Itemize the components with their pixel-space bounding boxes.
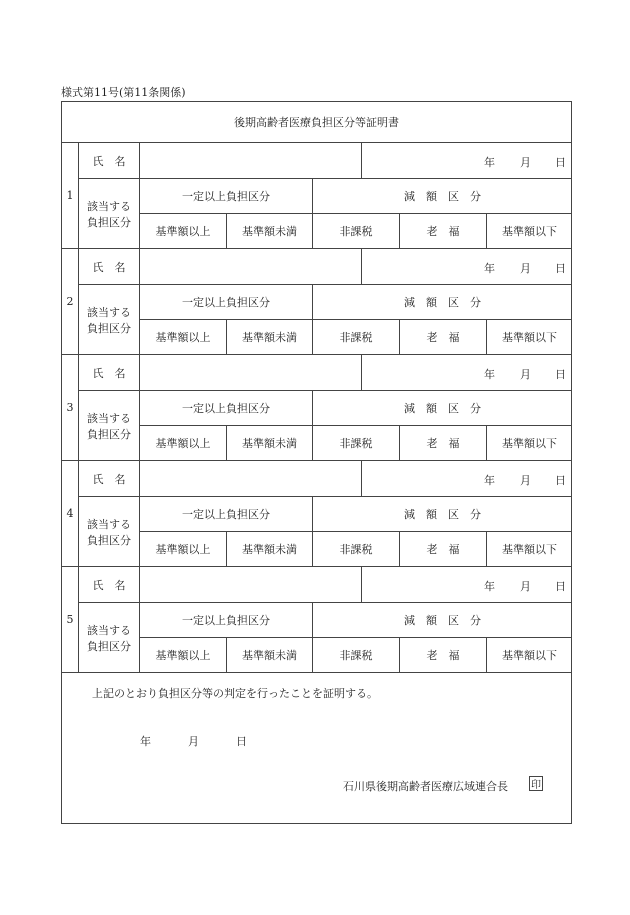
reduction-header: 減 額 区 分 (312, 178, 572, 213)
date-month: 月 (520, 474, 531, 487)
category-label-line1: 該当する (87, 518, 131, 531)
entry-block (62, 461, 571, 567)
date-day: 日 (555, 474, 566, 487)
entry-number: 4 (62, 461, 79, 566)
name-label: 氏 名 (92, 366, 126, 380)
date-day: 日 (555, 580, 566, 593)
date-field[interactable] (361, 461, 572, 496)
date-year: 年 (484, 368, 495, 381)
option-above-standard[interactable]: 基準額以上 (139, 425, 226, 460)
date-field[interactable] (361, 567, 572, 602)
category-label-line1: 該当する (87, 412, 131, 425)
option-non-taxable[interactable]: 非課税 (312, 425, 399, 460)
option-non-taxable[interactable]: 非課税 (312, 319, 399, 354)
issuer-name: 石川県後期高齢者医療広域連合長 (343, 780, 508, 793)
category-label-line2: 負担区分 (87, 428, 131, 441)
name-field[interactable] (139, 355, 361, 390)
option-above-standard[interactable]: 基準額以上 (139, 531, 226, 566)
option-non-taxable[interactable]: 非課税 (312, 637, 399, 672)
option-standard-or-less[interactable]: 基準額以下 (486, 637, 572, 672)
certification-statement: 上記のとおり負担区分等の判定を行ったことを証明する。 (92, 687, 378, 700)
option-welfare[interactable]: 老 福 (399, 637, 486, 672)
fixed-income-header: 一定以上負担区分 (139, 178, 312, 213)
option-above-standard[interactable]: 基準額以上 (139, 213, 226, 248)
entry-block (62, 567, 571, 673)
category-label (79, 602, 139, 672)
option-standard-or-less[interactable]: 基準額以下 (486, 531, 572, 566)
option-welfare[interactable]: 老 福 (399, 425, 486, 460)
name-field[interactable] (139, 143, 361, 178)
cert-date-month: 月 (188, 735, 199, 748)
entry-number: 1 (62, 143, 79, 248)
name-label: 氏 名 (92, 578, 126, 592)
fixed-income-header: 一定以上負担区分 (139, 496, 312, 531)
category-label (79, 496, 139, 566)
certificate-frame (61, 101, 572, 824)
option-above-standard[interactable]: 基準額以上 (139, 319, 226, 354)
name-field[interactable] (139, 461, 361, 496)
option-below-standard[interactable]: 基準額未満 (226, 319, 312, 354)
option-below-standard[interactable]: 基準額未満 (226, 213, 312, 248)
cert-date-year: 年 (140, 735, 151, 748)
option-standard-or-less[interactable]: 基準額以下 (486, 319, 572, 354)
reduction-header: 減 額 区 分 (312, 284, 572, 319)
date-day: 日 (555, 262, 566, 275)
option-standard-or-less[interactable]: 基準額以下 (486, 425, 572, 460)
entry-block (62, 249, 571, 355)
option-below-standard[interactable]: 基準額未満 (226, 425, 312, 460)
name-label: 氏 名 (92, 154, 126, 168)
date-day: 日 (555, 156, 566, 169)
date-field[interactable] (361, 249, 572, 284)
entry-number: 3 (62, 355, 79, 460)
name-field[interactable] (139, 249, 361, 284)
fixed-income-header: 一定以上負担区分 (139, 390, 312, 425)
document-title: 後期高齢者医療負担区分等証明書 (62, 102, 571, 143)
category-label (79, 284, 139, 354)
reduction-header: 減 額 区 分 (312, 602, 572, 637)
seal-mark: 印 (529, 776, 543, 791)
option-below-standard[interactable]: 基準額未満 (226, 531, 312, 566)
reduction-header: 減 額 区 分 (312, 496, 572, 531)
form-number: 様式第11号(第11条関係) (61, 86, 186, 99)
category-label-line2: 負担区分 (87, 640, 131, 653)
date-field[interactable] (361, 143, 572, 178)
entry-number: 2 (62, 249, 79, 354)
date-month: 月 (520, 368, 531, 381)
entry-number: 5 (62, 567, 79, 672)
name-label: 氏 名 (92, 260, 126, 274)
option-non-taxable[interactable]: 非課税 (312, 531, 399, 566)
option-welfare[interactable]: 老 福 (399, 213, 486, 248)
category-label (79, 178, 139, 248)
entry-block (62, 355, 571, 461)
option-standard-or-less[interactable]: 基準額以下 (486, 213, 572, 248)
cert-date-day: 日 (236, 735, 247, 748)
date-month: 月 (520, 262, 531, 275)
date-field[interactable] (361, 355, 572, 390)
date-year: 年 (484, 580, 495, 593)
name-field[interactable] (139, 567, 361, 602)
entry-block (62, 143, 571, 249)
date-day: 日 (555, 368, 566, 381)
date-month: 月 (520, 580, 531, 593)
category-label-line1: 該当する (87, 200, 131, 213)
category-label-line2: 負担区分 (87, 216, 131, 229)
option-above-standard[interactable]: 基準額以上 (139, 637, 226, 672)
fixed-income-header: 一定以上負担区分 (139, 602, 312, 637)
option-welfare[interactable]: 老 福 (399, 531, 486, 566)
name-label: 氏 名 (92, 472, 126, 486)
reduction-header: 減 額 区 分 (312, 390, 572, 425)
category-label-line1: 該当する (87, 306, 131, 319)
category-label-line1: 該当する (87, 624, 131, 637)
date-year: 年 (484, 474, 495, 487)
category-label-line2: 負担区分 (87, 534, 131, 547)
option-non-taxable[interactable]: 非課税 (312, 213, 399, 248)
fixed-income-header: 一定以上負担区分 (139, 284, 312, 319)
category-label (79, 390, 139, 460)
option-welfare[interactable]: 老 福 (399, 319, 486, 354)
date-month: 月 (520, 156, 531, 169)
category-label-line2: 負担区分 (87, 322, 131, 335)
date-year: 年 (484, 262, 495, 275)
date-year: 年 (484, 156, 495, 169)
option-below-standard[interactable]: 基準額未満 (226, 637, 312, 672)
